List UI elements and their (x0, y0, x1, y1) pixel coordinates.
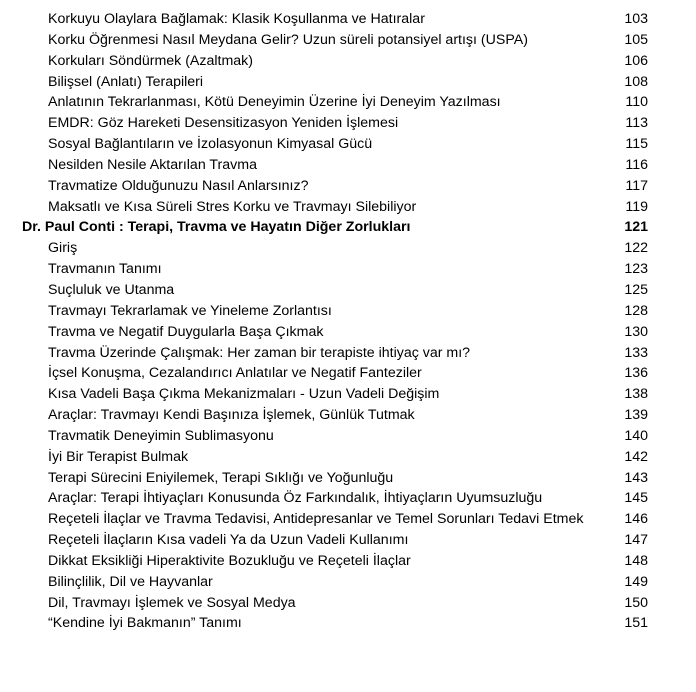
toc-entry-title: Dikkat Eksikliği Hiperaktivite Bozukluğu ve Reçeteli İlaçlar (48, 552, 411, 569)
toc-entry-title: Araçlar: Terapi İhtiyaçları Konusunda Öz Farkındalık, İhtiyaçların Uyumsuzluğu (48, 490, 543, 507)
toc-entry-page-number: 117 (625, 177, 648, 194)
toc-entry-page-number: 122 (624, 240, 648, 257)
toc-entry (0, 384, 696, 405)
toc-entry-page-number: 145 (624, 490, 648, 507)
toc-entry-title: “Kendine İyi Bakmanın” Tanımı (48, 615, 242, 632)
toc-entry (0, 426, 696, 447)
toc-entry-title: Bilişsel (Anlatı) Terapileri (48, 73, 204, 90)
toc-entry-title: Reçeteli İlaçların Kısa vadeli Ya da Uzun Vadeli Kullanımı (48, 532, 409, 549)
toc-entry-page-number: 151 (624, 615, 648, 632)
toc-entry-page-number: 139 (624, 407, 648, 424)
toc-list (0, 9, 696, 634)
toc-entry-page-number: 138 (624, 386, 648, 403)
toc-entry-title: Araçlar: Travmayı Kendi Başınıza İşlemek, Günlük Tutmak (48, 407, 415, 424)
toc-entry-title: Korkuları Söndürmek (Azaltmak) (48, 52, 253, 69)
toc-entry (0, 301, 696, 322)
toc-entry-page-number: 130 (624, 323, 648, 340)
toc-entry-page-number: 149 (624, 573, 648, 590)
toc-entry-page-number: 146 (624, 511, 648, 528)
toc-entry-page-number: 116 (625, 156, 648, 173)
toc-entry-title: Travmatik Deneyimin Sublimasyonu (48, 427, 274, 444)
toc-entry-title: Travma ve Negatif Duygularla Başa Çıkmak (48, 323, 324, 340)
toc-entry-page-number: 108 (624, 73, 648, 90)
toc-entry-page-number: 136 (624, 365, 648, 382)
toc-entry-title: Dr. Paul Conti : Terapi, Travma ve Hayatın Diğer Zorlukları (22, 219, 411, 236)
toc-entry (0, 259, 696, 280)
toc-entry-page-number: 148 (624, 552, 648, 569)
toc-entry-page-number: 113 (625, 115, 648, 132)
toc-entry-page-number: 133 (624, 344, 648, 361)
toc-entry-title: Travma Üzerinde Çalışmak: Her zaman bir terapiste ihtiyaç var mı? (48, 344, 471, 361)
toc-entry-title: Korkuyu Olaylara Bağlamak: Klasik Koşullanma ve Hatıralar (48, 11, 425, 27)
toc-entry (0, 51, 696, 72)
toc-entry-title: Suçluluk ve Utanma (48, 281, 175, 298)
toc-entry (0, 30, 696, 51)
toc-entry (0, 447, 696, 468)
toc-entry (0, 343, 696, 364)
toc-entry-title: Giriş (48, 240, 78, 257)
toc-entry-page-number: 147 (624, 532, 648, 549)
toc-entry (0, 92, 696, 113)
toc-entry (0, 322, 696, 343)
toc-entry-page-number: 103 (624, 11, 648, 27)
toc-entry-page-number: 119 (625, 198, 648, 215)
toc-entry-page-number: 140 (624, 427, 648, 444)
toc-entry (0, 9, 696, 30)
toc-entry-title: Maksatlı ve Kısa Süreli Stres Korku ve Travmayı Silebiliyor (48, 198, 417, 215)
toc-entry-page-number: 110 (625, 94, 648, 111)
toc-entry-page-number: 128 (624, 302, 648, 319)
toc-entry-title: EMDR: Göz Hareketi Desensitizasyon Yeniden İşlemesi (48, 115, 399, 132)
toc-entry (0, 405, 696, 426)
toc-entry (0, 551, 696, 572)
toc-entry (0, 530, 696, 551)
toc-entry-page-number: 121 (624, 219, 648, 236)
toc-entry (0, 593, 696, 614)
toc-entry-title: Nesilden Nesile Aktarılan Travma (48, 156, 257, 173)
toc-entry-title: Anlatının Tekrarlanması, Kötü Deneyimin Üzerine İyi Deneyim Yazılması (48, 94, 501, 111)
toc-entry (0, 72, 696, 93)
toc-entry-title: Travmanın Tanımı (48, 261, 162, 278)
toc-entry (0, 238, 696, 259)
toc-entry-page-number: 123 (624, 261, 648, 278)
toc-entry (0, 280, 696, 301)
toc-entry-page-number: 106 (624, 52, 648, 69)
toc-entry (0, 363, 696, 384)
toc-chapter-entry (0, 217, 696, 238)
toc-entry-title: İçsel Konuşma, Cezalandırıcı Anlatılar ve Negatif Fanteziler (48, 365, 422, 382)
toc-entry-title: Travmayı Tekrarlamak ve Yineleme Zorlantısı (48, 302, 332, 319)
toc-entry-title: Terapi Sürecini Eniyilemek, Terapi Sıklığı ve Yoğunluğu (48, 469, 394, 486)
toc-entry-title: Reçeteli İlaçlar ve Travma Tedavisi, Antidepresanlar ve Temel Sorunları Tedavi Etmek (48, 511, 584, 528)
toc-entry-title: Travmatize Olduğunuzu Nasıl Anlarsınız? (48, 177, 309, 194)
toc-entry-page-number: 142 (624, 448, 648, 465)
toc-entry-title: Dil, Travmayı İşlemek ve Sosyal Medya (48, 594, 296, 611)
toc-entry-page-number: 105 (624, 31, 648, 48)
toc-entry-page-number: 125 (624, 281, 648, 298)
toc-entry (0, 613, 696, 634)
toc-entry-title: Sosyal Bağlantıların ve İzolasyonun Kimyasal Gücü (48, 136, 373, 153)
toc-entry (0, 134, 696, 155)
toc-entry-title: İyi Bir Terapist Bulmak (48, 448, 189, 465)
toc-entry (0, 176, 696, 197)
toc-entry (0, 155, 696, 176)
toc-entry-page-number: 143 (624, 469, 648, 486)
toc-entry (0, 488, 696, 509)
toc-entry (0, 572, 696, 593)
toc-entry-title: Kısa Vadeli Başa Çıkma Mekanizmaları - Uzun Vadeli Değişim (48, 386, 440, 403)
toc-entry-page-number: 150 (624, 594, 648, 611)
toc-entry (0, 509, 696, 530)
toc-entry (0, 197, 696, 218)
toc-entry (0, 113, 696, 134)
toc-entry-title: Bilinçlilik, Dil ve Hayvanlar (48, 573, 213, 590)
toc-entry-page-number: 115 (625, 136, 648, 153)
toc-entry-title: Korku Öğrenmesi Nasıl Meydana Gelir? Uzun süreli potansiyel artışı (USPA) (48, 31, 528, 48)
toc-entry (0, 468, 696, 489)
